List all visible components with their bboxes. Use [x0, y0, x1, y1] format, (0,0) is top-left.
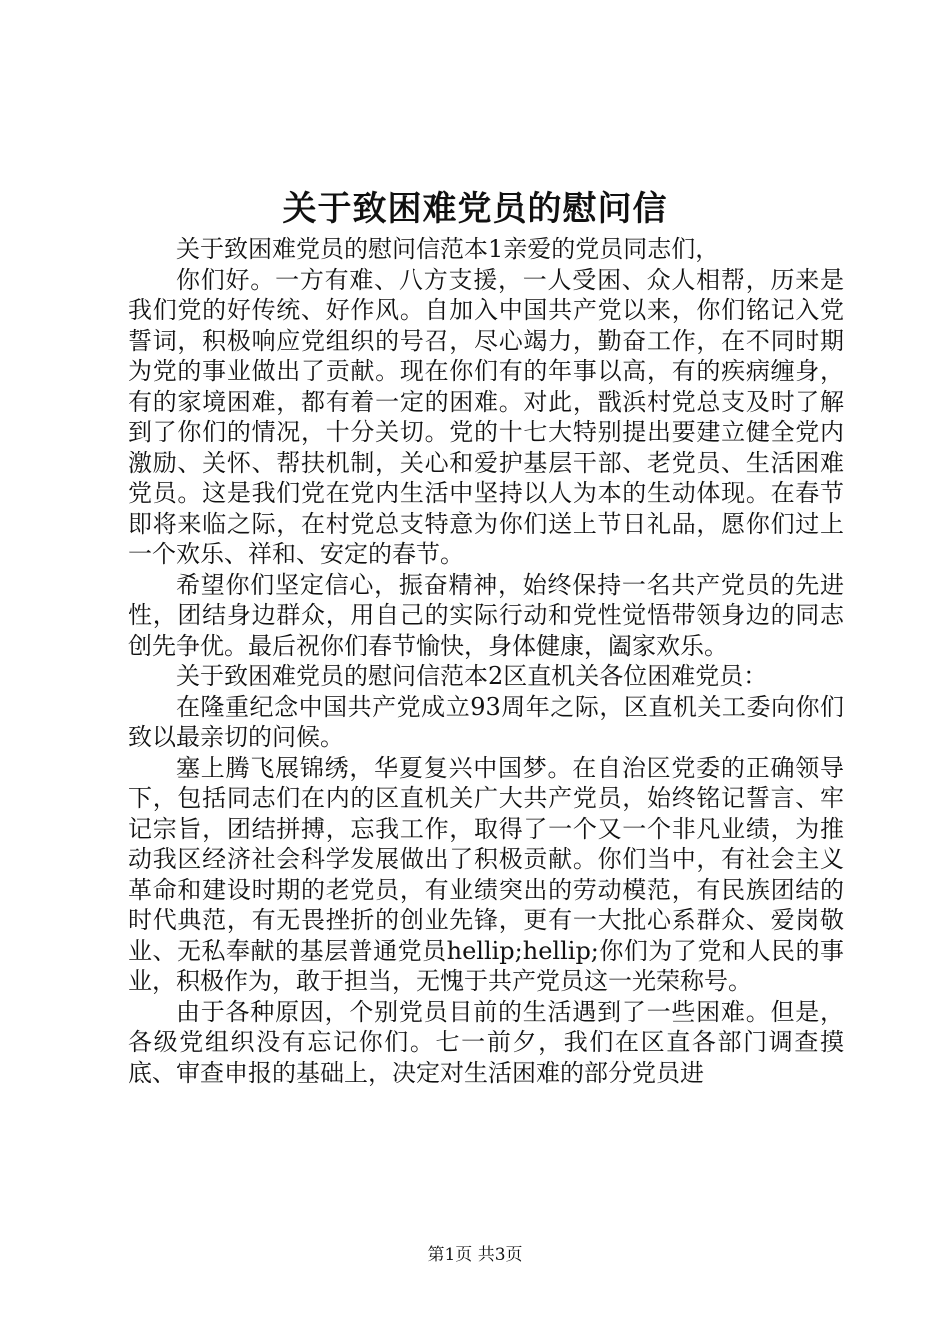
paragraph: 塞上腾飞展锦绣，华夏复兴中国梦。在自治区党委的正确领导下，包括同志们在内的区直机关广大共产党员，始终铭记誓言、牢记宗旨，团结拼搏，忘我工作，取得了一个又一个非凡业绩，为推动我区经济社会科学发展做出了积极贡献。你们当中，有社会主义革命和建设时期的老党员，有业绩突出的劳动模范，有民族团结的时代典范，有无畏挫折的创业先锋，更有一大批心系群众、爱岗敬业、无私奉献的基层普通党员hellip;hellip;你们为了党和人民的事业，积极作为，敢于担当，无愧于共产党员这一光荣称号。 — [128, 753, 844, 995]
paragraph: 在隆重纪念中国共产党成立93周年之际，区直机关工委向你们致以最亲切的问候。 — [128, 692, 844, 751]
paragraph: 由于各种原因，个别党员目前的生活遇到了一些困难。但是，各级党组织没有忘记你们。七一前夕，我们在区直各部门调查摸底、审查申报的基础上，决定对生活困难的部分党员进 — [128, 997, 844, 1087]
paragraph: 你们好。一方有难、八方支援，一人受困、众人相帮，历来是我们党的好传统、好作风。自加入中国共产党以来，你们铭记入党誓词，积极响应党组织的号召，尽心竭力，勤奋工作，在不同时期为党的事业做出了贡献。现在你们有的年事以高，有的疾病缠身，有的家境困难，都有着一定的困难。对此，戬浜村党总支及时了解到了你们的情况，十分关切。党的十七大特别提出要建立健全党内激励、关怀、帮扶机制，关心和爱护基层干部、老党员、生活困难党员。这是我们党在党内生活中坚持以人为本的生动体现。在春节即将来临之际，在村党总支特意为你们送上节日礼品，愿你们过上一个欢乐、祥和、安定的春节。 — [128, 265, 844, 568]
paragraph: 关于致困难党员的慰问信范本1亲爱的党员同志们， — [176, 235, 720, 263]
page-number-footer: 第1页 共3页 — [427, 1245, 523, 1265]
paragraph: 关于致困难党员的慰问信范本2区直机关各位困难党员： — [176, 662, 768, 690]
paragraph: 希望你们坚定信心，振奋精神，始终保持一名共产党员的先进性，团结身边群众，用自己的实际行动和党性觉悟带领身边的同志创先争优。最后祝你们春节愉快，身体健康，阖家欢乐。 — [128, 570, 844, 660]
document-title: 关于致困难党员的慰问信 — [282, 189, 668, 229]
document-body — [128, 234, 844, 1088]
